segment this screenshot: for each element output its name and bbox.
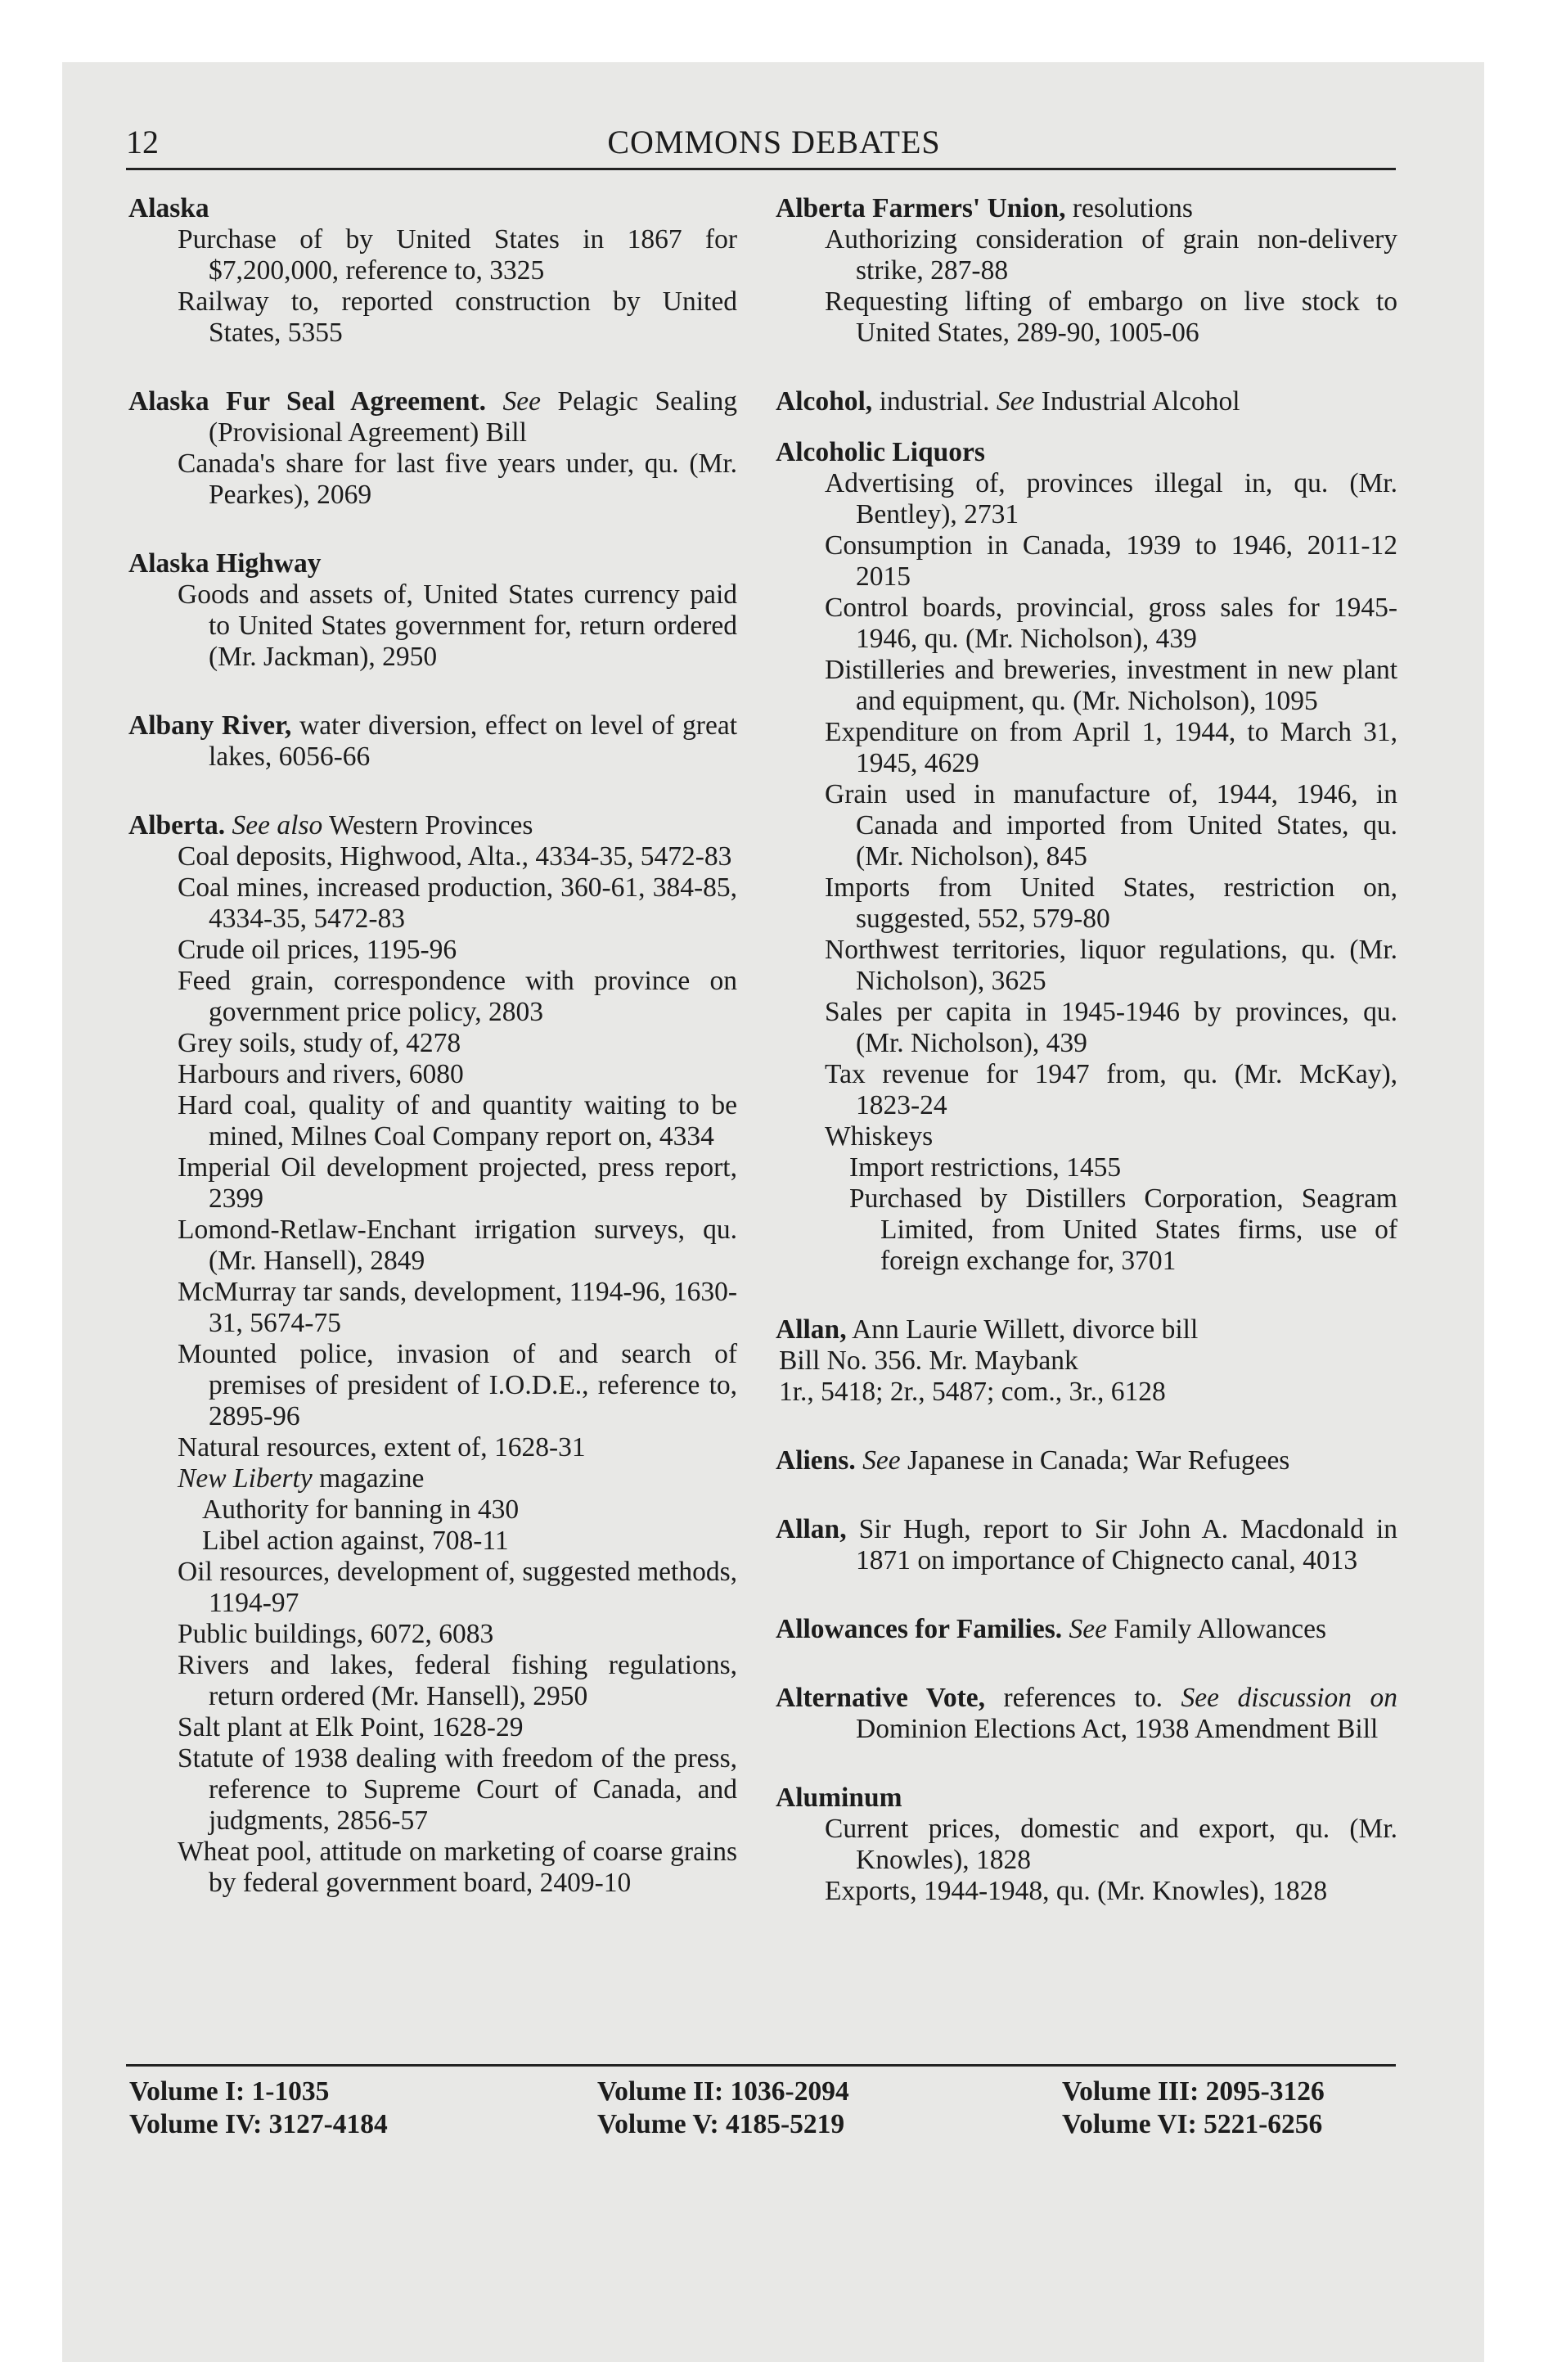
entry-heading-line bbox=[776, 1445, 1397, 1476]
index-entry-alaska-highway bbox=[128, 548, 737, 673]
index-entry-albany-river bbox=[128, 710, 737, 773]
entry-heading: Allan, bbox=[776, 1314, 847, 1345]
heading-text: industrial. bbox=[879, 386, 990, 417]
magazine-label: magazine bbox=[312, 1463, 425, 1494]
subentry: Hard coal, quality of and quantity waiting to be mined, Milnes Coal Company report on, 4334 bbox=[178, 1090, 737, 1152]
volume-range: Volume III: 2095-3126 bbox=[1062, 2076, 1325, 2107]
entry-heading-line bbox=[776, 386, 1397, 417]
entry-heading-line bbox=[776, 1683, 1397, 1745]
subentry: Coal deposits, Highwood, Alta., 4334-35, 5472-83 bbox=[178, 841, 732, 872]
volume-range: Volume VI: 5221-6256 bbox=[1062, 2109, 1323, 2139]
see-reference: See discussion on bbox=[1181, 1683, 1398, 1713]
subentry: Purchase of by United States in 1867 for $7,200,000, reference to, 3325 bbox=[178, 224, 737, 286]
magazine-title: New Liberty bbox=[178, 1463, 313, 1494]
entry-heading: Alcoholic Liquors bbox=[776, 437, 985, 467]
whiskeys-subheading: Whiskeys bbox=[825, 1121, 934, 1152]
index-entry-allan-ann bbox=[776, 1314, 1397, 1408]
entry-heading: Alternative Vote, bbox=[776, 1683, 985, 1713]
entry-heading: Alaska bbox=[128, 193, 209, 223]
subentry: Wheat pool, attitude on marketing of coarse grains by federal government board, 2409-10 bbox=[178, 1837, 737, 1898]
heading-text: Dominion Elections Act, 1938 Amendment Bill bbox=[856, 1714, 1379, 1744]
subentry: Current prices, domestic and export, qu. (Mr. Knowles), 1828 bbox=[825, 1814, 1397, 1875]
sub-subentry: Purchased by Distillers Corporation, Seagram Limited, from United States firms, use of foreign exchange for, 3701 bbox=[849, 1183, 1397, 1276]
subentry: Sales per capita in 1945-1946 by provinces, qu. (Mr. Nicholson), 439 bbox=[825, 997, 1397, 1058]
subentry: Imperial Oil development projected, press report, 2399 bbox=[178, 1152, 737, 1214]
volume-range: Volume IV: 3127-4184 bbox=[129, 2109, 388, 2139]
subentry: Statute of 1938 dealing with freedom of the press, reference to Supreme Court of Canada, and judgments, 2856-57 bbox=[178, 1743, 737, 1836]
volume-list-1 bbox=[129, 2076, 388, 2141]
heading-text: Sir Hugh, report to Sir John A. Macdonald in 1871 on importance of Chignecto canal, 4013 bbox=[856, 1514, 1397, 1575]
index-entry-allan-hugh bbox=[776, 1514, 1397, 1576]
subentry: Consumption in Canada, 1939 to 1946, 2011-12 2015 bbox=[825, 530, 1397, 592]
entry-heading: Allowances for Families. bbox=[776, 1614, 1063, 1644]
index-entry-alaska bbox=[128, 193, 737, 349]
entry-heading-line bbox=[776, 1614, 1397, 1645]
subentry: Bill No. 356. Mr. Maybank bbox=[779, 1346, 1078, 1376]
subentry: Control boards, provincial, gross sales for 1945-1946, qu. (Mr. Nicholson), 439 bbox=[825, 593, 1397, 654]
entry-heading: Albany River, bbox=[128, 710, 292, 741]
subentry: Natural resources, extent of, 1628-31 bbox=[178, 1432, 586, 1463]
volume-list-3 bbox=[1062, 2076, 1325, 2141]
entry-heading: Aluminum bbox=[776, 1783, 902, 1813]
entry-heading: Aliens. bbox=[776, 1445, 856, 1476]
entry-heading: Alaska Highway bbox=[128, 548, 322, 579]
see-reference: See bbox=[502, 386, 541, 417]
heading-text: references to. bbox=[1003, 1683, 1163, 1713]
sub-subentry: Authority for banning in 430 bbox=[202, 1494, 520, 1525]
entry-heading-line bbox=[776, 1314, 1397, 1346]
subentry: Crude oil prices, 1195-96 bbox=[178, 935, 457, 965]
subentry: Exports, 1944-1948, qu. (Mr. Knowles), 1828 bbox=[825, 1876, 1328, 1906]
subentry: Public buildings, 6072, 6083 bbox=[178, 1619, 494, 1649]
heading-text: Japanese in Canada; War Refugees bbox=[907, 1445, 1290, 1476]
subentry: Harbours and rivers, 6080 bbox=[178, 1059, 464, 1089]
index-entry-allowances-for-families bbox=[776, 1614, 1397, 1645]
left-column bbox=[128, 193, 737, 1936]
subentry: Coal mines, increased production, 360-61, 384-85, 4334-35, 5472-83 bbox=[178, 872, 737, 934]
entry-heading: Alberta Farmers' Union, bbox=[776, 193, 1066, 223]
subentry: Canada's share for last five years under, qu. (Mr. Pearkes), 2069 bbox=[178, 449, 737, 510]
subentry: Grey soils, study of, 4278 bbox=[178, 1028, 461, 1058]
volume-range: Volume V: 4185-5219 bbox=[597, 2109, 845, 2139]
entry-heading-line bbox=[128, 710, 737, 773]
subentry: Requesting lifting of embargo on live stock to United States, 289-90, 1005-06 bbox=[825, 286, 1397, 348]
volume-range: Volume I: 1-1035 bbox=[129, 2076, 330, 2107]
entry-heading-line bbox=[128, 810, 737, 841]
magazine-subentry bbox=[128, 1463, 737, 1494]
entry-heading: Alaska Fur Seal Agreement. bbox=[128, 386, 487, 417]
heading-text: Industrial Alcohol bbox=[1041, 386, 1240, 417]
index-entry-aliens bbox=[776, 1445, 1397, 1476]
subentry: Imports from United States, restriction on, suggested, 552, 579-80 bbox=[825, 872, 1397, 934]
sub-subentry: Libel action against, 708-11 bbox=[202, 1526, 509, 1556]
see-reference: See bbox=[1069, 1614, 1108, 1644]
index-entry-alberta bbox=[128, 810, 737, 1899]
running-title: COMMONS DEBATES bbox=[607, 124, 941, 160]
entry-heading-line bbox=[776, 1514, 1397, 1576]
volume-range: Volume II: 1036-2094 bbox=[597, 2076, 849, 2107]
subentry: Lomond-Retlaw-Enchant irrigation surveys, qu. (Mr. Hansell), 2849 bbox=[178, 1215, 737, 1276]
index-entry-alternative-vote bbox=[776, 1683, 1397, 1745]
index-entry-alaska-fur-seal bbox=[128, 386, 737, 511]
subentry: Tax revenue for 1947 from, qu. (Mr. McKay), 1823-24 bbox=[825, 1059, 1397, 1120]
entry-heading-line bbox=[776, 193, 1397, 224]
heading-text: Western Provinces bbox=[329, 810, 533, 841]
header-rule bbox=[126, 168, 1396, 170]
index-entry-aluminum bbox=[776, 1783, 1397, 1907]
subentry: Rivers and lakes, federal fishing regulations, return ordered (Mr. Hansell), 2950 bbox=[178, 1650, 737, 1711]
see-reference: See also bbox=[232, 810, 323, 841]
see-reference: See bbox=[996, 386, 1035, 417]
subentry: Northwest territories, liquor regulations, qu. (Mr. Nicholson), 3625 bbox=[825, 935, 1397, 996]
subentry: Salt plant at Elk Point, 1628-29 bbox=[178, 1712, 524, 1742]
right-column bbox=[776, 193, 1397, 1945]
heading-text: Ann Laurie Willett, divorce bill bbox=[852, 1314, 1199, 1345]
footer-rule bbox=[126, 2064, 1396, 2067]
heading-text: Family Allowances bbox=[1114, 1614, 1326, 1644]
subentry: Authorizing consideration of grain non-delivery strike, 287-88 bbox=[825, 224, 1397, 286]
heading-text: Pelagic Sealing (Provisional Agreement) Bill bbox=[209, 386, 738, 448]
subentry: Oil resources, development of, suggested methods, 1194-97 bbox=[178, 1557, 737, 1618]
see-reference: See bbox=[862, 1445, 901, 1476]
subentry: Expenditure on from April 1, 1944, to March 31, 1945, 4629 bbox=[825, 717, 1397, 778]
page-number: 12 bbox=[126, 124, 159, 160]
entry-heading: Alcohol, bbox=[776, 386, 873, 417]
entry-heading: Alberta. bbox=[128, 810, 226, 841]
heading-text: resolutions bbox=[1072, 193, 1193, 223]
subentry: Railway to, reported construction by United States, 5355 bbox=[178, 286, 737, 348]
subentry: Grain used in manufacture of, 1944, 1946, in Canada and imported from United States, qu. (Mr. Nicholson), 845 bbox=[825, 779, 1397, 872]
subentry: Feed grain, correspondence with province on government price policy, 2803 bbox=[178, 966, 737, 1027]
volume-list-2 bbox=[597, 2076, 849, 2141]
subentry: McMurray tar sands, development, 1194-96, 1630-31, 5674-75 bbox=[178, 1277, 737, 1338]
entry-heading: Allan, bbox=[776, 1514, 847, 1544]
subentry: Mounted police, invasion of and search of premises of president of I.O.D.E., reference to, 2895-96 bbox=[178, 1339, 737, 1431]
sub-subentry: Import restrictions, 1455 bbox=[849, 1152, 1122, 1183]
index-entry-alcohol-industrial bbox=[776, 386, 1397, 417]
index-entry-alberta-farmers-union bbox=[776, 193, 1397, 349]
index-entry-alcoholic-liquors bbox=[776, 437, 1397, 1277]
subentry: Goods and assets of, United States currency paid to United States government for, return ordered (Mr. Jackman), 2950 bbox=[178, 579, 737, 672]
heading-text: water diversion, effect on level of great lakes, 6056-66 bbox=[209, 710, 738, 772]
subentry: 1r., 5418; 2r., 5487; com., 3r., 6128 bbox=[779, 1377, 1166, 1407]
entry-heading-line bbox=[128, 386, 737, 449]
subentry: Advertising of, provinces illegal in, qu. (Mr. Bentley), 2731 bbox=[825, 468, 1397, 530]
subentry: Distilleries and breweries, investment in new plant and equipment, qu. (Mr. Nicholson), 1095 bbox=[825, 655, 1397, 716]
